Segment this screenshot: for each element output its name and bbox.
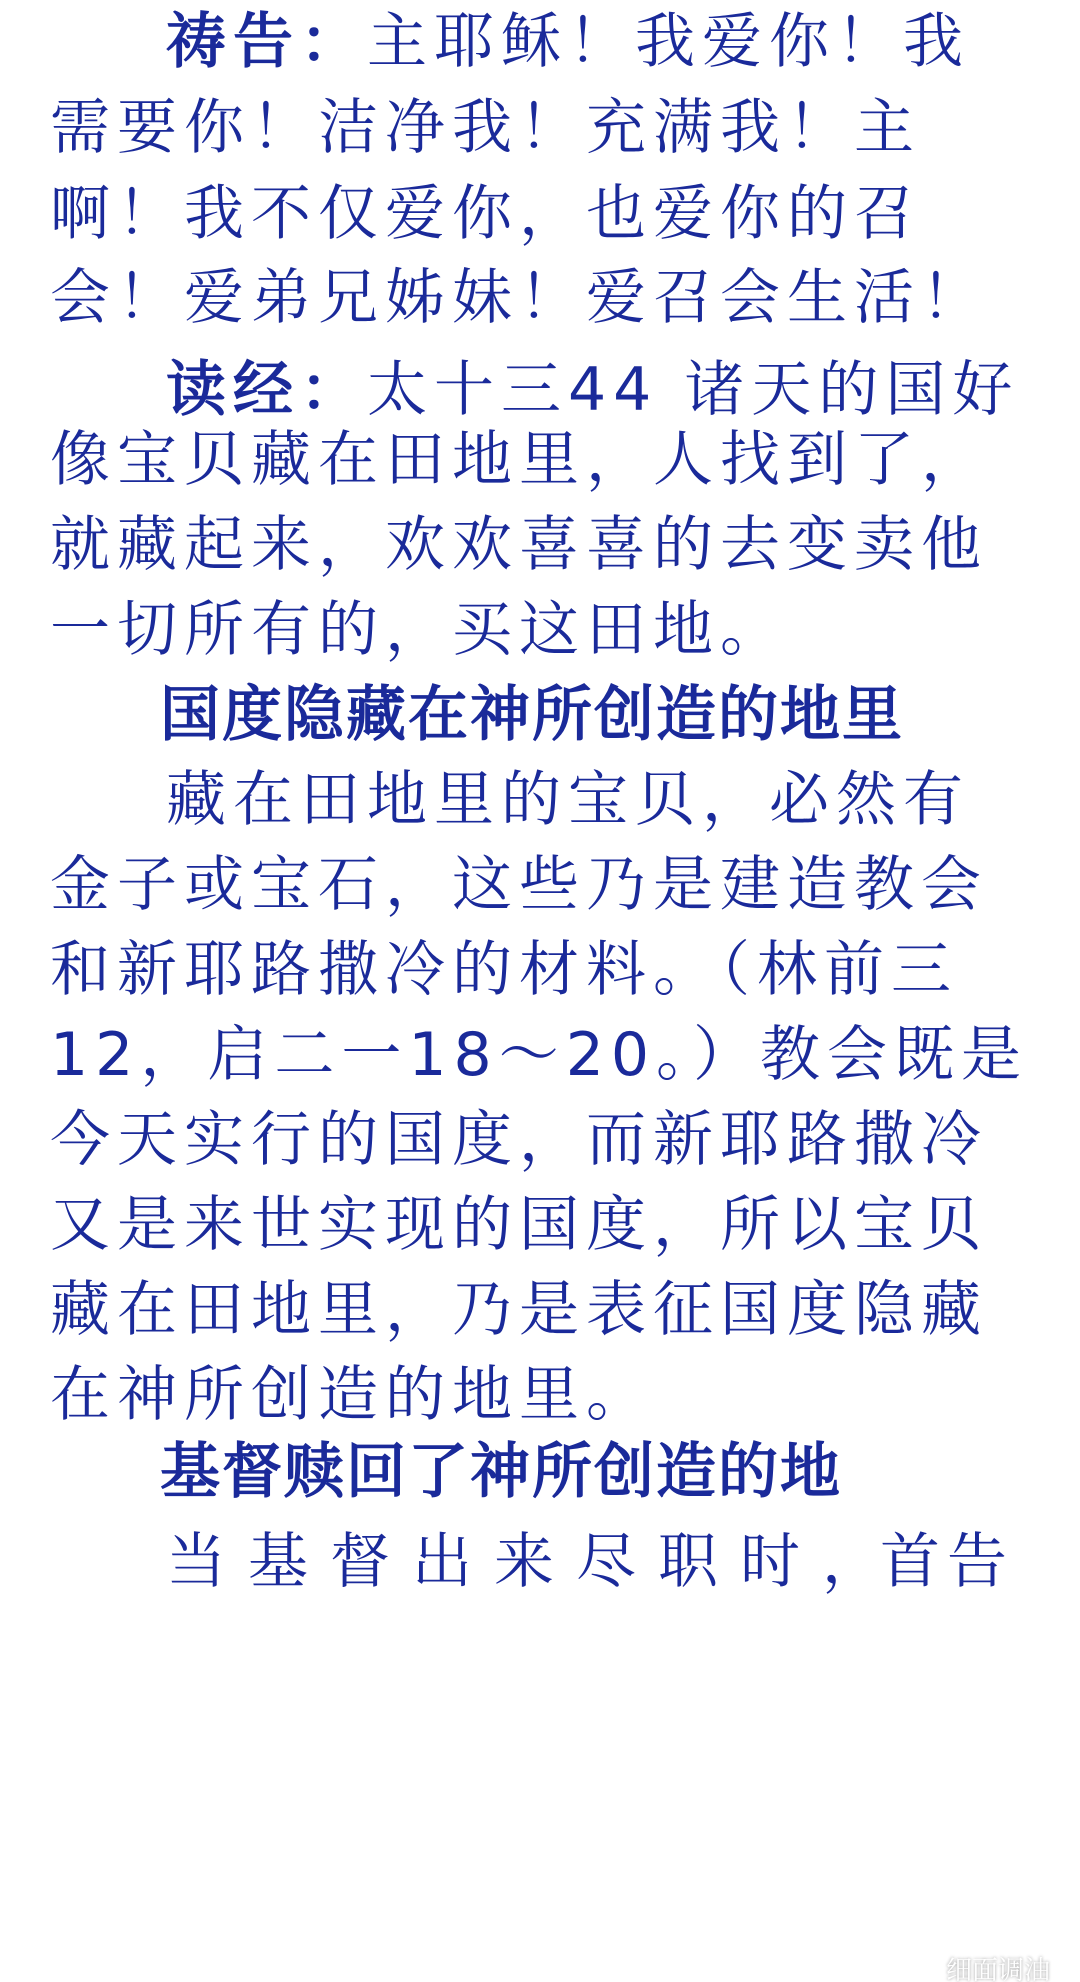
prayer-label: 祷告： bbox=[166, 7, 367, 77]
wechat-icon bbox=[904, 1956, 938, 1982]
section1-line-3: 和新耶路撒冷的材料。（林前三 bbox=[50, 935, 958, 1005]
reading-text: 太十三44 诸天的国好 bbox=[367, 355, 1020, 425]
reading-label: 读经： bbox=[166, 355, 367, 425]
reading-line-3: 就藏起来，欢欢喜喜的去变卖他 bbox=[50, 510, 988, 580]
reading-line-4: 一切所有的，买这田地。 bbox=[50, 595, 787, 665]
prayer-line-1 bbox=[166, 2, 970, 82]
section2-partial-line-end: 首告 bbox=[880, 1527, 1014, 1597]
section1-line-7: 藏在田地里，乃是表征国度隐藏 bbox=[50, 1275, 988, 1345]
section2-partial-line-start: 当基督出来尽职时， bbox=[166, 1527, 904, 1597]
section1-line-4: 12，启二一18～20。）教会既是 bbox=[50, 1020, 1029, 1090]
section1-line-6: 又是来世实现的国度，所以宝贝 bbox=[50, 1190, 988, 1260]
section1-line-5: 今天实行的国度，而新耶路撒冷 bbox=[50, 1105, 988, 1175]
prayer-line-3: 啊！我不仅爱你，也爱你的召 bbox=[50, 179, 921, 249]
prayer-line-4: 会！爱弟兄姊妹！爱召会生活！ bbox=[50, 263, 988, 333]
reading-line-1 bbox=[166, 350, 1019, 430]
section1-line-2: 金子或宝石，这些乃是建造教会 bbox=[50, 850, 988, 920]
section-heading-2: 基督赎回了神所创造的地 bbox=[160, 1437, 842, 1507]
section1-line-8: 在神所创造的地里。 bbox=[50, 1360, 653, 1430]
prayer-text: 主耶稣！我爱你！我 bbox=[367, 7, 970, 77]
prayer-line-2: 需要你！洁净我！充满我！主 bbox=[50, 93, 921, 163]
section1-line-1: 藏在田地里的宝贝，必然有 bbox=[166, 765, 970, 835]
reading-line-2: 像宝贝藏在田地里，人找到了， bbox=[50, 425, 988, 495]
watermark bbox=[904, 1950, 1050, 1982]
watermark-text: 细面调油 bbox=[945, 1956, 1050, 1982]
section-heading-1: 国度隐藏在神所创造的地里 bbox=[160, 680, 904, 750]
